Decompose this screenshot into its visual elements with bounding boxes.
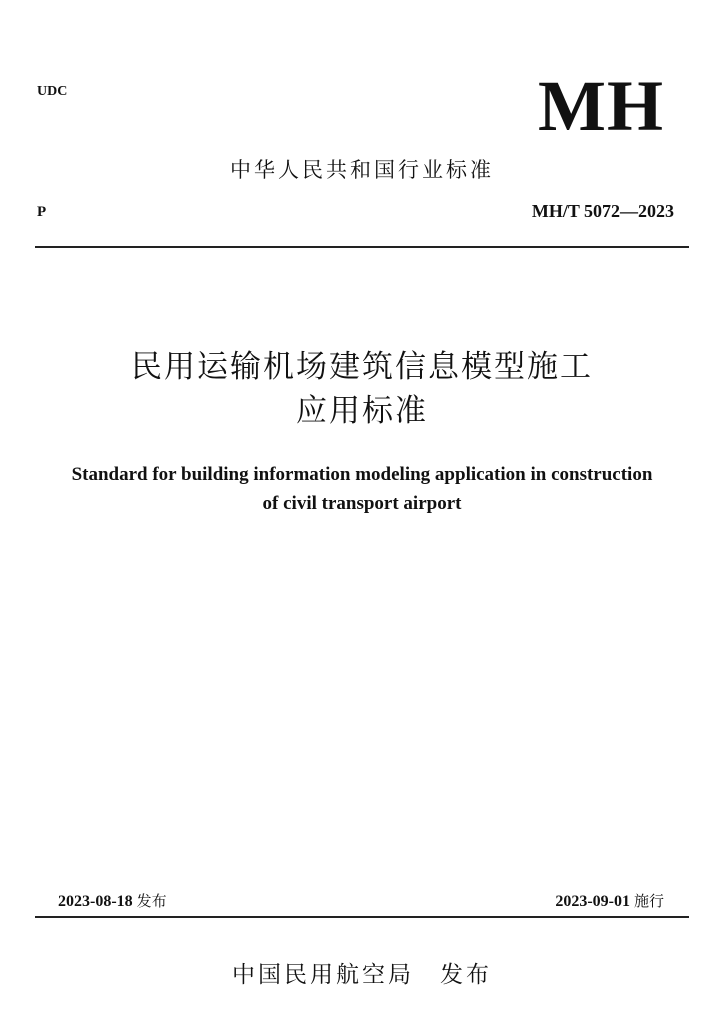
issue-date-block [58,890,167,911]
header-divider [35,246,689,248]
mh-industry-mark: MH [538,66,664,146]
standard-number: MH/T 5072—2023 [531,201,674,221]
footer-divider [35,916,689,918]
english-title-line-1: Standard for building information modeling application in construction [71,464,653,485]
chinese-title-line-1: 民用运输机场建筑信息模型施工 [131,349,593,385]
publish-label: 发布 [440,962,492,988]
english-title-line-2: of civil transport airport [262,493,462,514]
industry-standard-heading: 中华人民共和国行业标准 [230,158,494,182]
english-title [30,460,694,518]
classification-code: P [37,204,47,220]
implementation-date: 2023-09-01 [555,893,630,910]
publisher-name: 中国民用航空局 [232,962,414,988]
issue-label: 发布 [136,892,167,910]
implementation-label: 施行 [633,892,664,910]
issue-date: 2023-08-18 [58,893,133,910]
implementation-date-block [555,890,664,911]
publisher-line [0,956,724,989]
udc-label: UDC [37,84,68,99]
chinese-title-line-2: 应用标准 [296,393,428,429]
chinese-title [0,345,724,433]
